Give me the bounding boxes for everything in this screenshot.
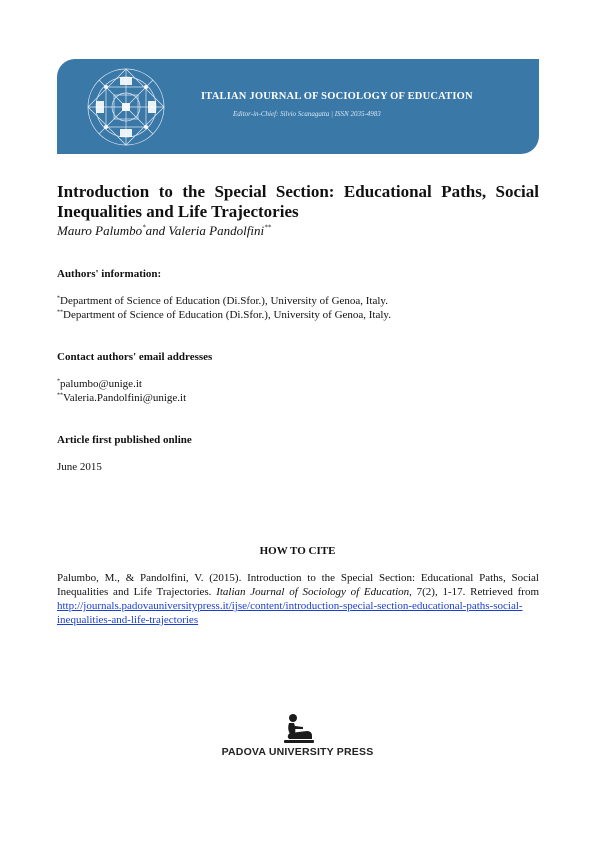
journal-banner bbox=[57, 59, 539, 154]
press-logo-icon bbox=[281, 712, 317, 748]
author-join: and bbox=[145, 223, 166, 238]
email-line: *palumbo@unige.it bbox=[57, 378, 142, 390]
affiliation-line: **Department of Science of Education (Di.Sfor.), University of Genoa, Italy. bbox=[57, 309, 391, 321]
citation-text bbox=[57, 571, 539, 627]
journal-title: ITALIAN JOURNAL OF SOCIOLOGY OF EDUCATION bbox=[201, 91, 473, 102]
press-name: PADOVA UNIVERSITY PRESS bbox=[221, 746, 374, 758]
journal-logo-icon bbox=[83, 65, 169, 149]
published-date: June 2015 bbox=[57, 461, 102, 473]
authors-info-label: Authors' information: bbox=[57, 268, 162, 280]
author-name: Valeria Pandolfini bbox=[168, 223, 265, 238]
how-to-cite-heading: HOW TO CITE bbox=[259, 545, 336, 557]
article-authors bbox=[57, 223, 271, 239]
citation-suffix: , 7(2), 1-17. Retrieved from bbox=[409, 586, 539, 598]
contact-label: Contact authors' email addresses bbox=[57, 351, 213, 363]
email-line: **Valeria.Pandolfini@unige.it bbox=[57, 392, 187, 404]
citation-link[interactable]: http://journals.padovauniversitypress.it/ijse/content/introduction-special-section-educational-paths-social-inequalities-and-life-trajectories bbox=[57, 600, 523, 626]
author-name: Mauro Palumbo bbox=[57, 223, 143, 238]
author-mark: ** bbox=[264, 223, 272, 232]
citation-journal: Italian Journal of Sociology of Education bbox=[216, 586, 410, 598]
article-title: Introduction to the Special Section: Educational Paths, Social Inequalities and Life Trajectories bbox=[57, 182, 539, 221]
affiliation-line: *Department of Science of Education (Di.Sfor.), University of Genoa, Italy. bbox=[57, 295, 388, 307]
journal-subtitle: Editor-in-Chief: Silvio Scanagatta | ISSN 2035-4983 bbox=[233, 110, 381, 118]
published-label: Article first published online bbox=[57, 434, 192, 446]
citation-prefix: Palumbo, M., & Pandolfini, V. (2015). Introduction to the Special Section: Educational Paths, Social Inequalities and Life Trajectories. bbox=[57, 572, 539, 598]
author-mark: * bbox=[142, 223, 146, 232]
